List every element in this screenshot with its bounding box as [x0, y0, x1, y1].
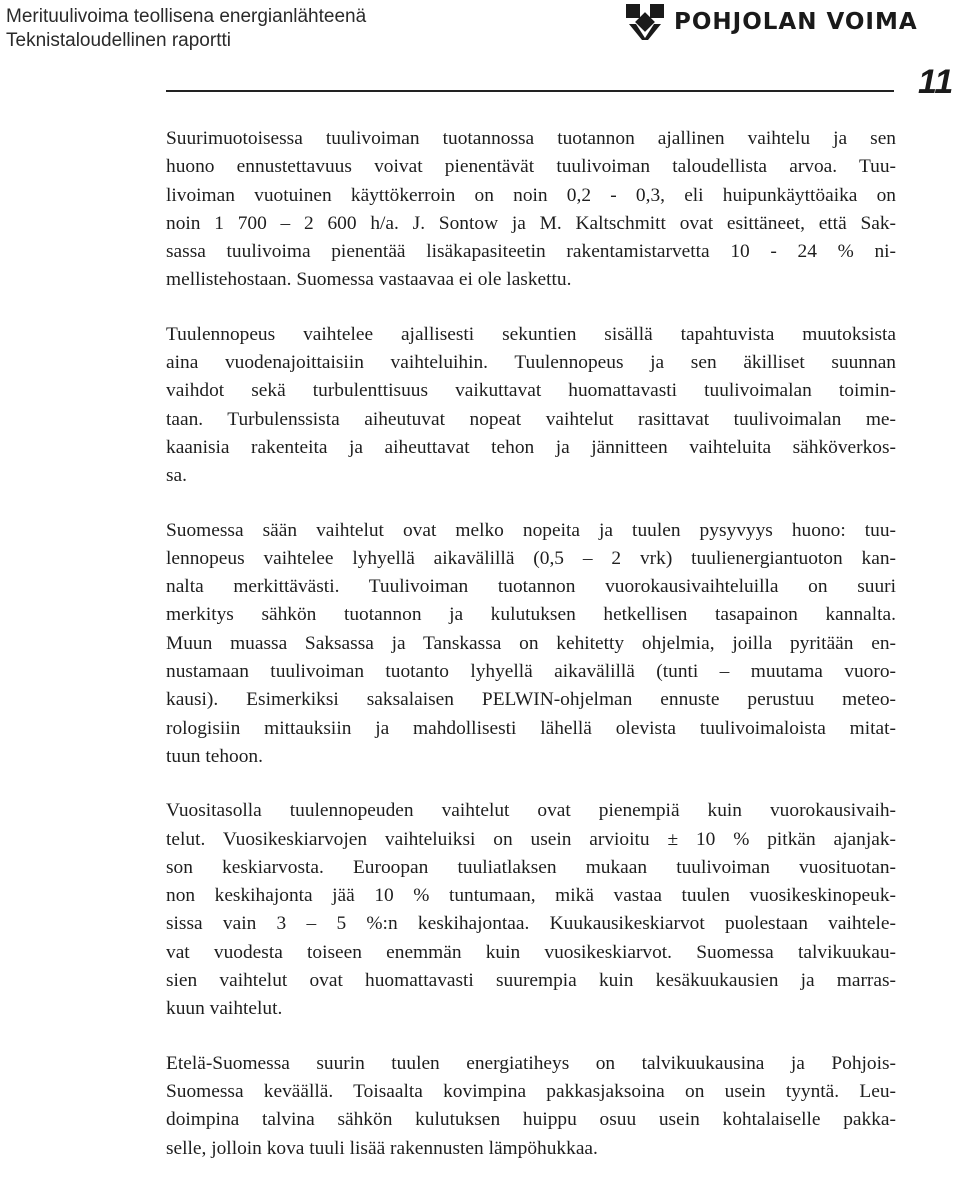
text-line: Tuulennopeus vaihtelee ajallisesti sekuntien sisällä tapahtuvista muutoksista	[166, 323, 896, 345]
pohjolan-voima-logo-mark-icon	[626, 4, 664, 40]
text-line: Suomessa keväällä. Toisaalta kovimpina pakkasjaksoina on usein tyyntä. Leu-	[166, 1080, 896, 1102]
text-line: Suurimuotoisessa tuulivoiman tuotannossa tuotannon ajallinen vaihtelu ja sen	[166, 128, 896, 149]
text-line: vaihdot sekä turbulenttisuus vaikuttavat huomattavasti tuulivoimalan toimin-	[166, 380, 896, 402]
text-line: kuun vaihtelut.	[166, 998, 283, 1020]
company-logo	[626, 4, 918, 40]
text-line: huono ennustettavuus voivat pienentävät tuulivoiman taloudellista arvoa. Tuu-	[166, 156, 896, 178]
paragraph	[166, 1050, 896, 1163]
document-header	[6, 5, 366, 53]
text-line: sassa tuulivoima pienentää lisäkapasiteetin rakentamistarvetta 10 - 24 % ni-	[166, 241, 896, 263]
text-line: merkitys sähkön tuotannon ja kulutuksen hetkellisen tasapainon kannalta.	[166, 604, 896, 626]
text-line: rologisiin mittauksiin ja mahdollisesti lähellä olevista tuulivoimaloista mitat-	[166, 717, 896, 739]
text-line: nustamaan tuulivoiman tuotanto lyhyellä aikavälillä (tunti – muutama vuoro-	[166, 661, 896, 683]
text-line: Muun muassa Saksassa ja Tanskassa on kehitetty ohjelmia, joilla pyritään en-	[166, 632, 896, 654]
header-subtitle: Teknistaloudellinen raportti	[6, 30, 231, 51]
text-line: tuun tehoon.	[166, 745, 263, 767]
text-line: son keskiarvosta. Euroopan tuuliatlaksen mukaan tuulivoiman vuosituotan-	[166, 856, 896, 878]
text-line: telut. Vuosikeskiarvojen vaihteluiksi on usein arvioitu ± 10 % pitkän ajanjak-	[166, 828, 896, 850]
text-line: sissa vain 3 – 5 %:n keskihajontaa. Kuukausikeskiarvot puolestaan vaihtele-	[166, 913, 896, 935]
text-line: aina vuodenajoittaisiin vaihteluihin. Tuulennopeus ja sen äkilliset suunnan	[166, 352, 896, 374]
text-line: sa.	[166, 465, 188, 487]
header-title: Merituulivoima teollisena energianlähteenä	[6, 6, 367, 27]
text-line: mellistehostaan. Suomessa vastaavaa ei ole laskettu.	[166, 269, 572, 291]
text-line: kausi). Esimerkiksi saksalaisen PELWIN-ohjelman ennuste perustuu meteo-	[166, 689, 896, 711]
logo-wordmark: POHJOLAN VOIMA	[674, 8, 918, 35]
text-line: vat vuodesta toiseen enemmän kuin vuosikeskiarvot. Suomessa talvikuukau-	[166, 941, 896, 963]
paragraph	[166, 797, 896, 1023]
text-line: Etelä-Suomessa suurin tuulen energiatiheys on talvikuukausina ja Pohjois-	[166, 1052, 896, 1074]
text-line: non keskihajonta jää 10 % tuntumaan, mikä vastaa tuulen vuosikeskinopeuk-	[166, 885, 896, 907]
header-rule	[166, 90, 894, 92]
text-line: noin 1 700 – 2 600 h/a. J. Sontow ja M. Kaltschmitt ovat esittäneet, että Sak-	[166, 212, 896, 234]
text-line: Suomessa sään vaihtelut ovat melko nopeita ja tuulen pysyvyys huono: tuu-	[166, 519, 896, 541]
text-line: kaanisia rakenteita ja aiheuttavat tehon ja jännitteen vaihteluita sähköverkos-	[166, 436, 896, 458]
text-line: sien vaihtelut ovat huomattavasti suurempia kuin kesäkuukausien ja marras-	[166, 970, 896, 992]
page-number: 11	[918, 63, 954, 101]
text-line: taan. Turbulenssista aiheutuvat nopeat vaihtelut rasittavat tuulivoimalan me-	[166, 408, 896, 430]
body-text	[166, 125, 896, 1189]
text-line: livoiman vuotuinen käyttökerroin on noin 0,2 - 0,3, eli huipunkäyttöaika on	[166, 184, 896, 206]
paragraph	[166, 125, 896, 295]
text-line: selle, jolloin kova tuuli lisää rakennusten lämpöhukkaa.	[166, 1137, 598, 1159]
paragraph	[166, 517, 896, 772]
paragraph	[166, 321, 896, 491]
text-line: lennopeus vaihtelee lyhyellä aikavälillä (0,5 – 2 vrk) tuulienergiantuoton kan-	[166, 547, 896, 569]
text-line: nalta merkittävästi. Tuulivoiman tuotannon vuorokausivaihteluilla on suuri	[166, 576, 896, 598]
text-line: Vuositasolla tuulennopeuden vaihtelut ovat pienempiä kuin vuorokausivaih-	[166, 800, 896, 822]
text-line: doimpina talvina sähkön kulutuksen huippu osuu usein kohtalaiselle pakka-	[166, 1109, 896, 1131]
